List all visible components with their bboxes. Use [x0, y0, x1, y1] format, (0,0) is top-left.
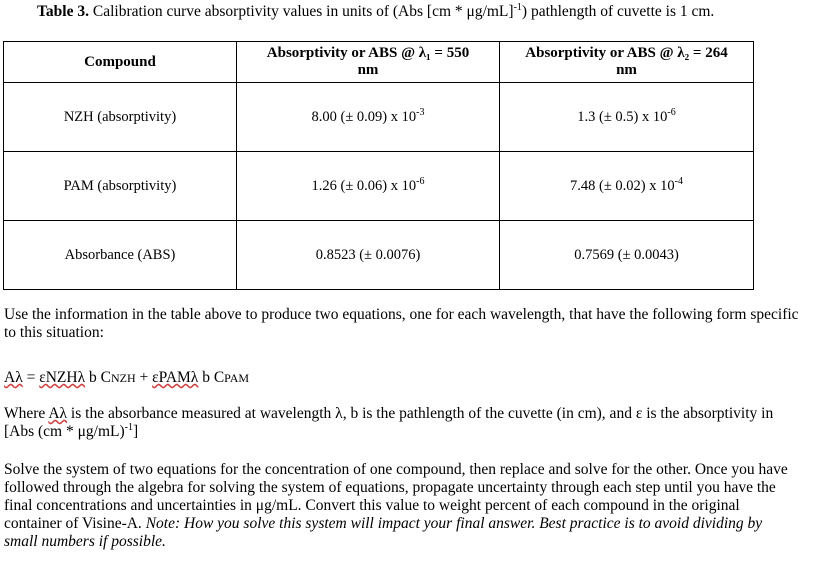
caption-sup: -1	[513, 2, 522, 13]
cell-550: 8.00 (± 0.09) x $10^{-3}$	[237, 83, 500, 152]
calibration-table	[3, 41, 754, 290]
header-264: Absorptivity or ABS @ λ₂ = 264 nm	[500, 42, 754, 83]
caption-label: Table 3.	[37, 3, 89, 20]
cell-550: 0.8523 (± 0.0076)	[237, 221, 500, 290]
header-compound: Compound	[4, 42, 237, 83]
table-header-row	[4, 42, 754, 83]
table-row	[4, 83, 754, 152]
caption-text: Calibration curve absorptivity values in units of (Abs [cm * μg/mL]	[88, 3, 514, 20]
eq-absorbance: Aλ	[4, 369, 23, 386]
cell-264: 1.3 (± 0.5) x $10^{-6}$	[500, 83, 754, 152]
table-row	[4, 152, 754, 221]
table-caption	[37, 3, 714, 21]
table-row	[4, 221, 754, 290]
cell-compound: PAM (absorptivity)	[4, 152, 237, 221]
cell-264: 0.7569 (± 0.0043)	[500, 221, 754, 290]
eq-epsilon-nzh: εNZHλ	[39, 369, 86, 386]
header-550: Absorptivity or ABS @ λ₁ = 550 nm	[237, 42, 500, 83]
eq-epsilon-pam: εPAMλ	[152, 369, 199, 386]
definition-paragraph: Where Aλ is the absorbance measured at wavelength λ, b is the pathlength of the cuvette (in cm), and ε is the absorptivity in [Abs (cm * μg/mL)$^{-1}$]	[4, 405, 774, 440]
equation-form: Aλ = εNZHλ b CNZH + εPAMλ b CPAM	[4, 369, 250, 386]
cell-550: 1.26 (± 0.06) x $10^{-6}$	[237, 152, 500, 221]
cell-compound: Absorbance (ABS)	[4, 221, 237, 290]
caption-tail: ) pathlength of cuvette is 1 cm.	[521, 3, 715, 20]
instruction-paragraph: Use the information in the table above to produce two equations, one for each wavelength, that have the following form specific to this situation:	[4, 306, 799, 341]
solve-paragraph: Solve the system of two equations for the concentration of one compound, then replace and solve for the other. Once you have followed through the algebra for solving the system of equations, propagate uncertainty through each step until you have the final concentrations and uncertainties in μg/mL. Convert this value to weight percent of each compound in the original container of Visine-A. Note: How you solve this system will impact your final answer. Best practice is to avoid dividing by small numbers if possible.	[4, 461, 788, 550]
cell-compound: NZH (absorptivity)	[4, 83, 237, 152]
note-text: Note: How you solve this system will impact your final answer. Best practice is to avoid dividing by small numbers if possible.	[4, 515, 763, 550]
cell-264: 7.48 (± 0.02) x $10^{-4}$	[500, 152, 754, 221]
